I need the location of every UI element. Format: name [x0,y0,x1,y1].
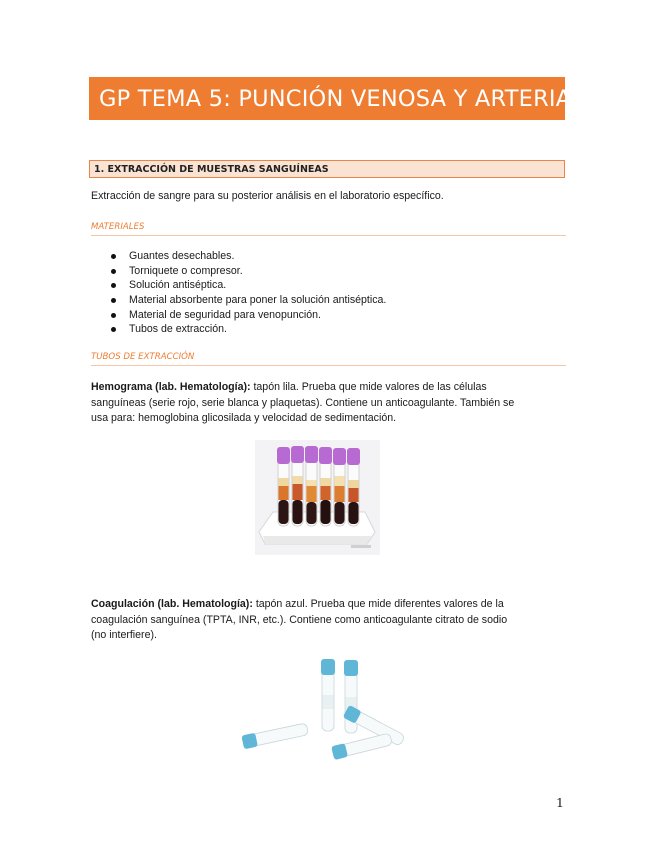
bullet-icon [111,269,116,274]
page-title: GP TEMA 5: PUNCIÓN VENOSA Y ARTERIAL [89,77,565,120]
tubos-heading: TUBOS DE EXTRACCIÓN [91,351,566,366]
materiales-heading: MATERIALES [91,221,566,236]
hemograma-line1: tapón lila. Prueba que mide valores de las células [250,381,487,393]
coagulacion-line3: (no interfiere). [91,629,157,641]
bullet-icon [111,283,116,288]
page-number: 1 [556,795,564,810]
hemograma-line3: usa para: hemoglobina glicosilada y velocidad de sedimentación. [91,412,397,424]
hemograma-line2: sanguíneas (serie rojo, serie blanca y plaquetas). Contiene un anticoagulante. También se [91,396,515,409]
list-item-text: Material absorbente para poner la solución antiséptica. [129,294,387,307]
bullet-icon [111,298,116,303]
coagulacion-line2: coagulación sanguínea (TPTA, INR, etc.). Contiene como anticoagulante citrato de sodio [91,613,508,626]
list-item-text: Guantes desechables. [129,250,235,262]
bullet-icon [111,313,116,318]
list-item [108,308,386,323]
blue-tubes-photo [238,655,418,763]
coagulacion-label: Coagulación (lab. Hematología): [91,598,253,610]
list-item-text: Material de seguridad para venopunción. [129,308,321,321]
list-item-text: Torniquete o compresor. [129,264,243,277]
list-item [108,293,386,308]
coagulacion-paragraph [91,597,566,644]
list-item [108,264,386,279]
hemograma-paragraph [91,380,566,427]
section-heading [89,160,565,178]
hemograma-label: Hemograma (lab. Hematología): [91,381,251,393]
bullet-icon [111,254,116,259]
lilac-tubes-photo [255,440,380,555]
coagulacion-line1: tapón azul. Prueba que mide diferentes valores de la [252,598,504,610]
intro-paragraph: Extracción de sangre para su posterior análisis en el laboratorio específico. [91,190,444,202]
list-item-text: Tubos de extracción. [129,323,227,336]
materials-list [108,249,386,337]
list-item [108,249,386,264]
section-heading-text: 1. EXTRACCIÓN DE MUESTRAS SANGUÍNEAS [94,163,329,175]
list-item [108,278,386,293]
list-item [108,322,386,337]
list-item-text: Solución antiséptica. [129,279,227,292]
bullet-icon [111,327,116,332]
